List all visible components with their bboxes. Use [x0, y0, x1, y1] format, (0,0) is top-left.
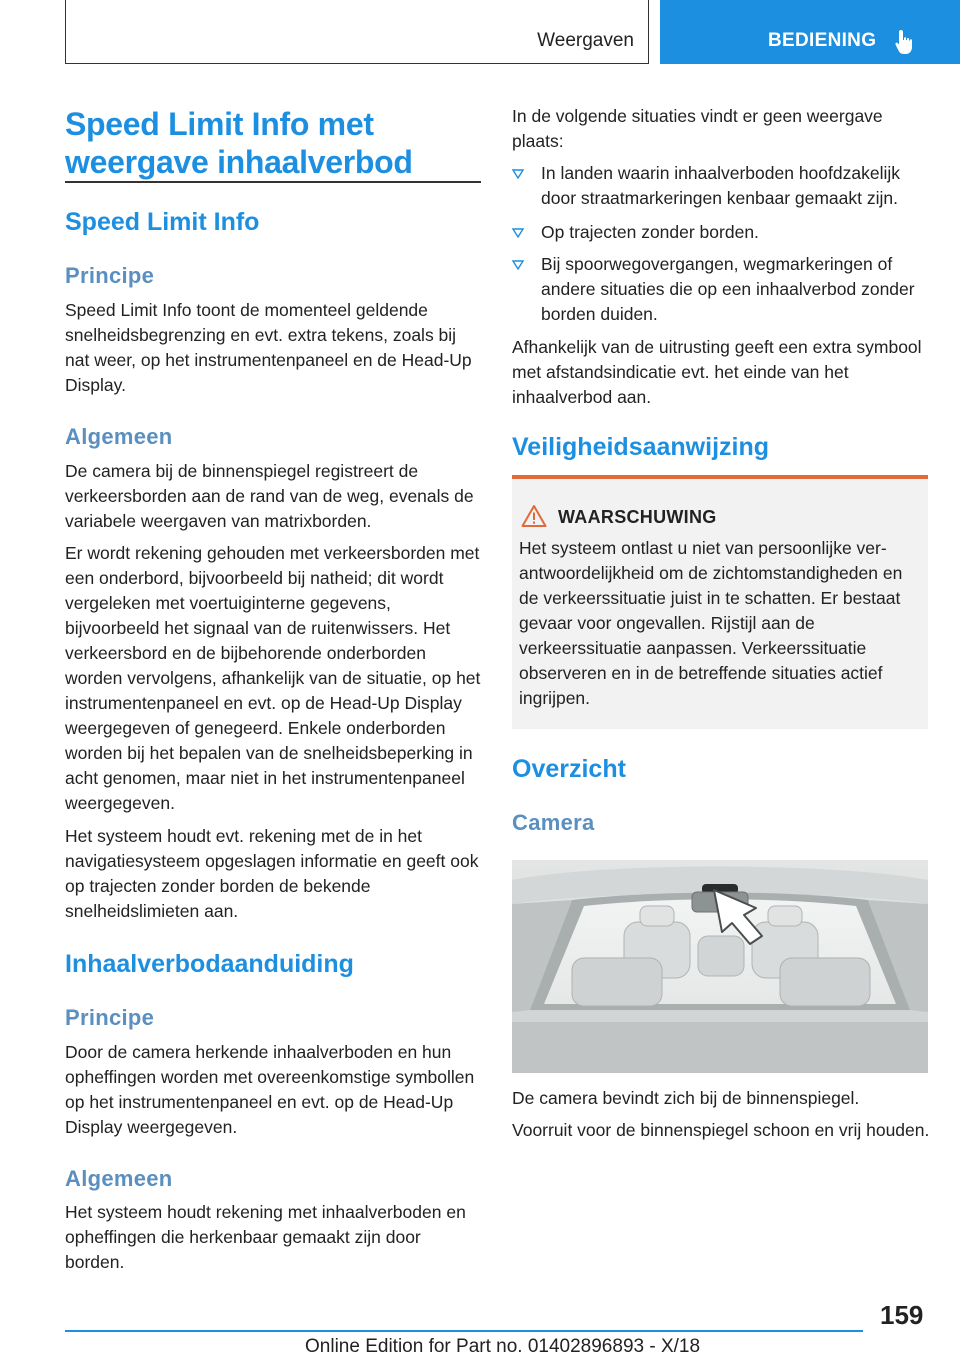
warning-box [512, 475, 928, 729]
page-title [65, 105, 485, 181]
heading-speed-limit-info: Speed Limit Info [65, 208, 260, 236]
paragraph-principe-1: Speed Limit Info toont de momenteel geldende snelheidsbegrenzing en evt. extra tekens, zoals bij nat weer, op het instrumentenpaneel en de Head-Up Display. [65, 300, 472, 395]
paragraph-algemeen-1b: Er wordt rekening gehouden met verkeersborden met een onderbord, bijvoorbeeld bij natheid; dit wordt vergeleken met voertuiginterne gegevens, bijvoorbeeld het signaal van de ruitenwissers. Het verkeersbord en de bijbehorende onderborden worden vervolgens, afhankelijk van de situatie, op het instrumentenpaneel en evt. op de Head-Up Display weergegeven of genegeerd. Enkele onderborden worden bij het bepalen van de snelheidsbeperking in acht genomen, maar niet in het instrumentenpaneel weergegeven. [65, 543, 481, 813]
list-item [512, 220, 928, 245]
page-title-line2: weergave inhaalverbod [65, 144, 413, 180]
title-divider [65, 181, 481, 183]
list-item-text: In landen waarin inhaalverboden hoofdzakelijk door straatmarkeringen kenbaar gemaakt zijn. [541, 163, 900, 208]
list-item-text: Op trajecten zonder borden. [541, 222, 759, 242]
subheading-algemeen-2: Algemeen [65, 1166, 173, 1191]
paragraph-principe-2: Door de camera herkende inhaalverboden en hun opheffingen worden met overeenkomstige symbollen op het instrumentenpaneel en evt. op de Head-Up Display weergegeven. [65, 1042, 475, 1137]
pointing-hand-icon [892, 28, 920, 56]
footer-divider [65, 1330, 863, 1332]
subheading-camera: Camera [512, 810, 595, 835]
subheading-principe-1: Principe [65, 263, 155, 288]
paragraph-algemeen-1c: Het systeem houdt evt. rekening met de in het navigatiesysteem opgeslagen informatie en geeft ook op trajecten zonder borden de bekende snelheidslimieten aan. [65, 826, 479, 921]
subheading-algemeen-1: Algemeen [65, 424, 173, 449]
heading-overzicht: Overzicht [512, 755, 626, 783]
heading-inhaalverbodaanduiding: Inhaalverbodaanduiding [65, 950, 354, 978]
paragraph-algemeen-2: Het systeem houdt rekening met inhaalverboden en opheffingen die herkenbaar gemaakt zijn door borden. [65, 1202, 466, 1272]
list-item-text: Bij spoorwegovergangen, wegmarkeringen of andere situaties die op een inhaalverbod zonder borden duiden. [541, 254, 915, 324]
warning-title: WAARSCHUWING [558, 507, 717, 527]
paragraph-intro: In de volgende situaties vindt er geen weergave plaats: [512, 106, 883, 151]
triangle-bullet-icon [512, 169, 524, 179]
triangle-bullet-icon [512, 260, 524, 270]
paragraph-afhankelijk: Afhankelijk van de uitrusting geeft een extra symbool met afstandsindicatie evt. het einde van het inhaalverbod aan. [512, 337, 922, 407]
page-number: 159 [880, 1300, 924, 1330]
paragraph-algemeen-1a: De camera bij de binnenspiegel registreert de verkeersborden aan de rand van de weg, evenals de variabele weergaven van matrixborden. [65, 461, 474, 531]
heading-veiligheidsaanwijzing: Veiligheidsaanwijzing [512, 433, 770, 461]
header-chapter-tab [660, 0, 960, 64]
warning-text: Het systeem ontlast u niet van persoonlijke verantwoordelijkheid om de zichtomstandigheden en de verkeerssituatie juist in te schatten. Er bestaat gevaar voor ongevallen. Rijstijl aan de verkeerssituatie aanpassen. Verkeerssituatie observeren en in de betreffende situaties actief ingrijpen. [519, 538, 903, 708]
header-frame [65, 0, 649, 64]
car-interior-camera-image [512, 860, 928, 1073]
subheading-principe-2: Principe [65, 1005, 155, 1030]
paragraph-camera-1: De camera bevindt zich bij de binnenspiegel. [512, 1088, 860, 1108]
warning-triangle-icon [521, 504, 547, 528]
list-item [512, 161, 928, 211]
page-title-line1: Speed Limit Info met [65, 106, 374, 142]
triangle-bullet-icon [512, 228, 524, 238]
footer-edition-text: Online Edition for Part no. 01402896893 - X/18 [305, 1336, 701, 1357]
header-chapter-label: BEDIENING [768, 30, 877, 51]
header-section-title: Weergaven [537, 30, 634, 51]
paragraph-camera-2: Voorruit voor de binnenspiegel schoon en vrij houden. [512, 1120, 930, 1140]
list-item [512, 252, 928, 327]
